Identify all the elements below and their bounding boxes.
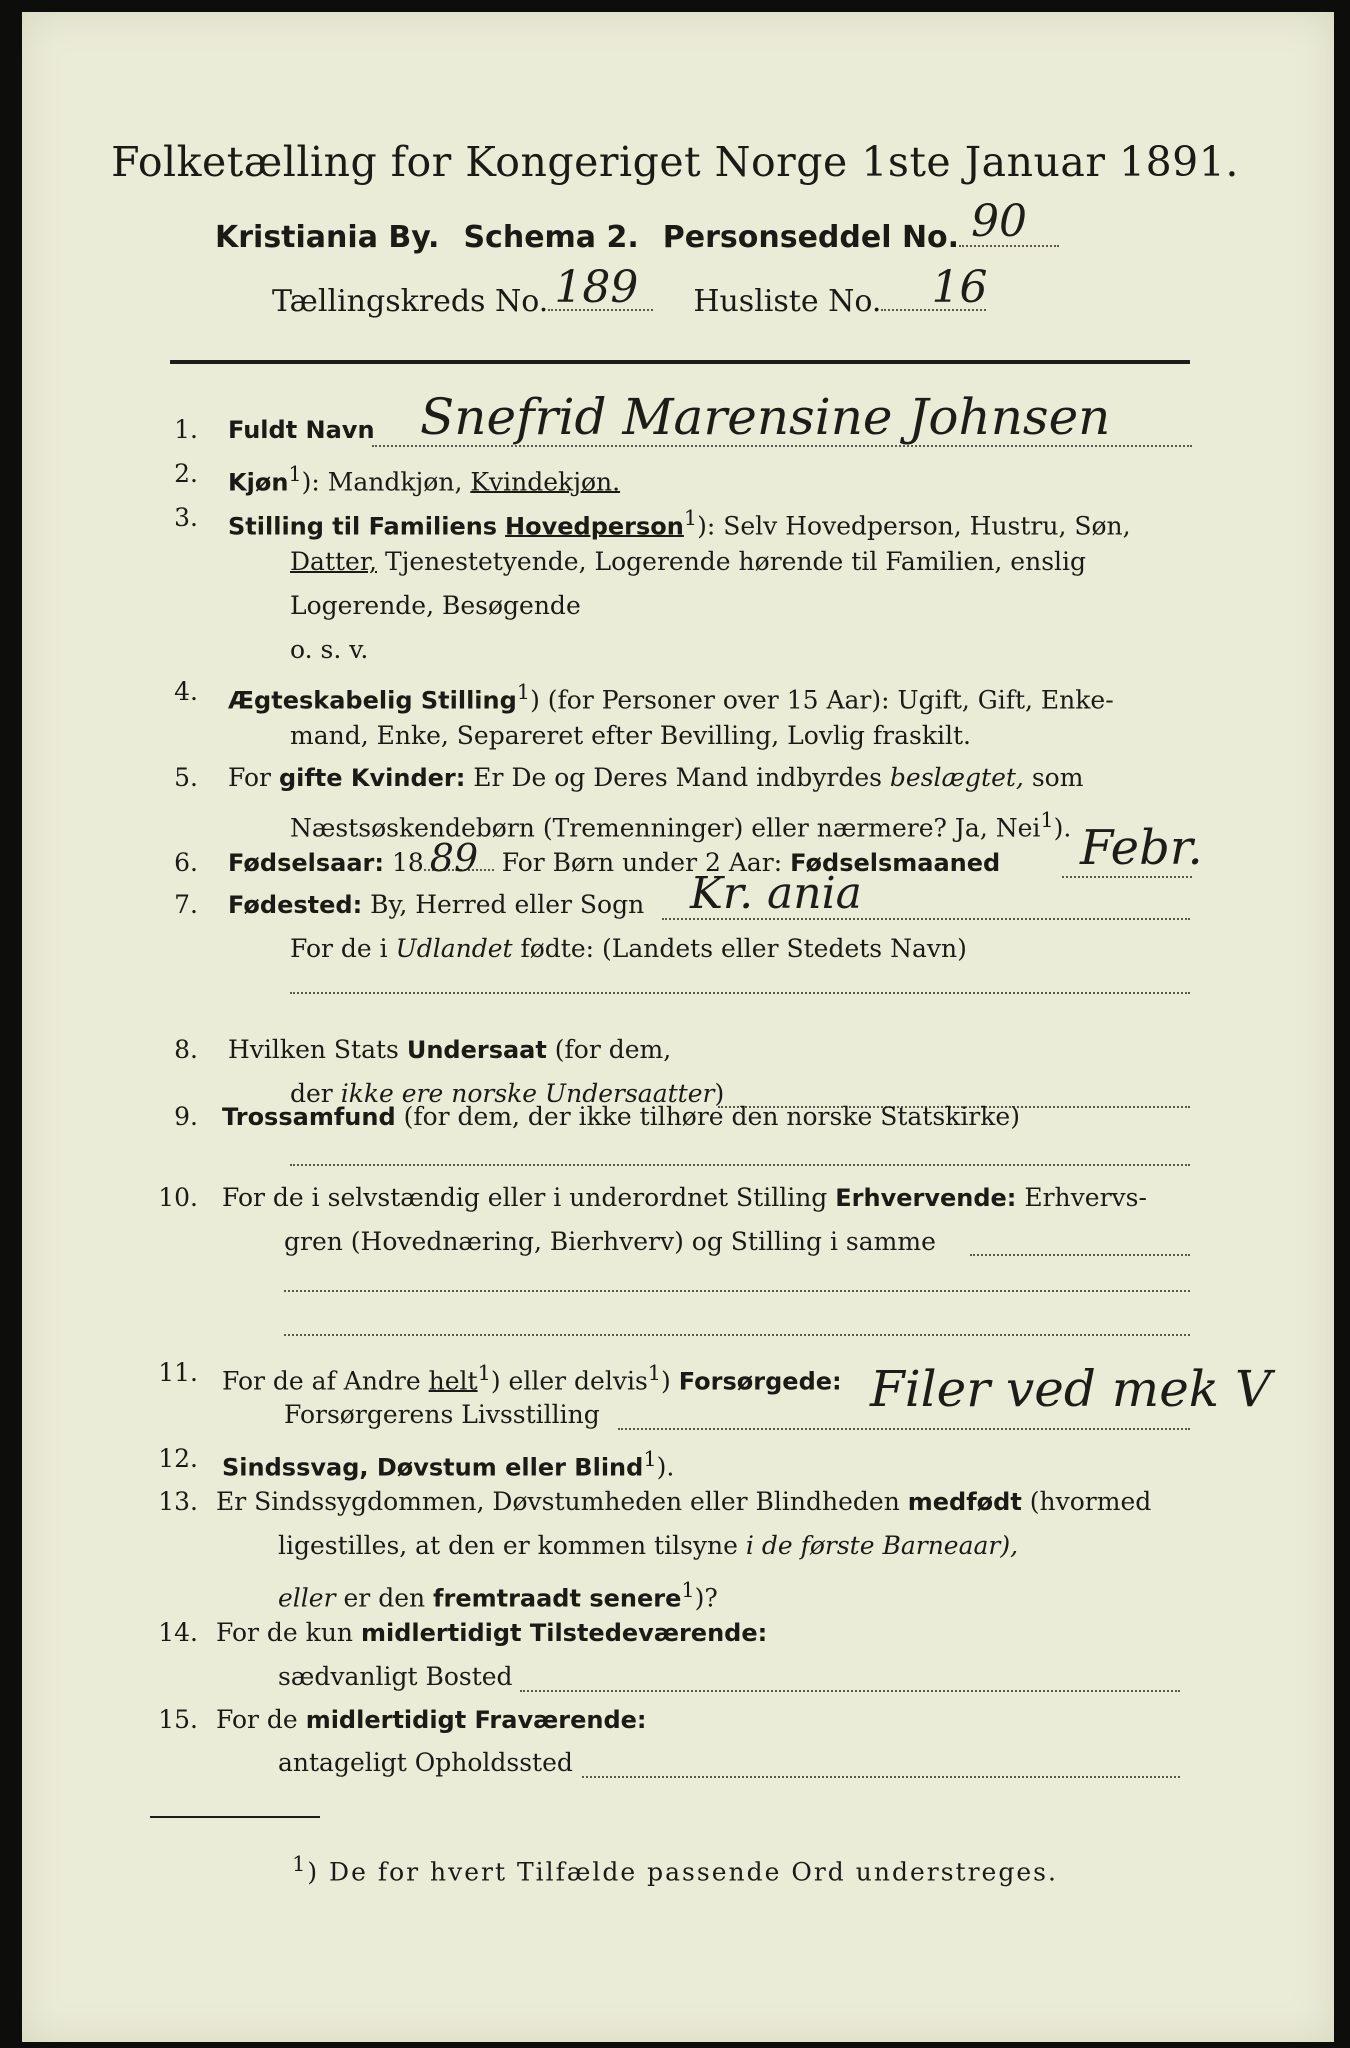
q3-label-hovedperson: Hovedperson [505,512,684,541]
q2-label: Kjøn [228,468,289,497]
q13-line3-pre: er den [343,1583,426,1613]
q14-line2: sædvanligt Bosted [278,1662,513,1691]
q3-label: Stilling til Familiens [228,512,498,541]
q8-line2-pre: der [290,1079,333,1108]
q9-text: (for dem, der ikke tilhøre den norske Statskirke) [403,1102,1020,1131]
q11-answer: Filer ved mek V [870,1360,1272,1418]
q15-pre: For de [216,1705,298,1734]
q5-line2-text: Næstsøskendebørn (Tremenninger) eller nærmere? Ja, Nei [290,813,1041,843]
q6-label: Fødselsaar: [228,849,384,877]
q6-month-label: Fødselsmaaned [790,849,1001,877]
q11-mid: ) eller delvis [490,1366,648,1396]
q9-answer-line[interactable] [290,1164,1190,1166]
q5-italic: beslægtet, [889,763,1024,792]
q5-line2: Næstsøskendebørn (Tremenninger) eller nærmere? Ja, Nei$^1$). [290,808,1072,843]
q13-line3-label: fremtraadt senere [433,1584,682,1613]
footnote-text: ) De for hvert Tilfælde passende Ord understreges. [307,1857,1058,1887]
q14-answer-line[interactable] [520,1690,1180,1692]
q6-month-answer: Febr. [1080,820,1203,876]
q2-number: 2. [174,459,198,488]
q7-line2-pre: For de i [290,934,388,963]
q7-answer: Kr. ania [690,868,862,919]
q10-answer-line-1[interactable] [970,1254,1190,1256]
personseddel-label: Personseddel No. [662,220,960,255]
q3-line2 [290,547,1086,577]
q14-label: midlertidigt Tilstedeværende: [360,1619,768,1647]
q13-line2 [278,1531,1018,1561]
q1-answer-name: Snefrid Marensine Johnsen [420,388,1111,446]
q13-line3: eller er den fremtraadt senere$^1$)? [278,1578,718,1613]
q10-label: Erhvervende: [835,1184,1017,1212]
q6-year-field[interactable] [424,836,494,880]
q8-pre: Hvilken Stats [228,1035,399,1064]
q4-text: ) (for Personer over 15 Aar): Ugift, Gift, Enke- [530,685,1114,715]
q6-month-line[interactable] [1062,876,1192,878]
q3-line2-text: Tjenestetyende, Logerende hørende til Familien, enslig [384,547,1087,576]
q5-post: som [1031,763,1084,792]
q5-number: 5. [174,763,198,792]
q4-line2: mand, Enke, Separeret efter Bevilling, Lovlig fraskilt. [290,721,971,750]
q13-number: 13. [158,1487,198,1516]
q15-label: midlertidigt Fraværende: [305,1706,647,1734]
q14-number: 14. [158,1618,198,1647]
q12-number: 12. [158,1444,198,1473]
q3-line3: Logerende, Besøgende [290,591,581,620]
q11-number: 11. [158,1358,198,1387]
q7-line2-italic: Udlandet [395,934,513,963]
personseddel-number: 90 [971,196,1028,247]
q10-answer-line-2[interactable] [284,1290,1190,1292]
q8-line2: der ikke ere norske Undersaatter) [290,1079,725,1108]
q4-number: 4. [174,677,198,706]
q11-line2: Forsørgerens Livsstilling [284,1400,600,1429]
husliste-field[interactable] [881,262,988,313]
q7-text: By, Herred eller Sogn [370,890,645,919]
q13-pre: Er Sindssygdommen, Døvstumheden eller Blindheden [216,1487,900,1516]
q10-line2: gren (Hovednæring, Bierhverv) og Stilling i samme [284,1227,936,1256]
q6-year-prefix: 18 [391,848,424,877]
q15-answer-line[interactable] [582,1776,1180,1778]
kreds-number: 189 [554,262,639,313]
q11-pre: For de af Andre [222,1366,421,1396]
city-label: Kristiania By. [215,220,440,255]
q2-text: ): Mandkjøn, [301,467,471,497]
q12-label: Sindssvag, Døvstum eller Blind [222,1453,644,1482]
q10-answer-line-3[interactable] [284,1334,1190,1336]
q3-text: ): Selv Hovedperson, Hustru, Søn, [697,511,1131,541]
form-title: Folketælling for Kongeriget Norge 1ste Januar 1891. [111,138,1239,186]
q5-text: Er De og Deres Mand indbyrdes [473,763,882,792]
q6-year-answer: 89 [429,836,479,880]
q15-line2: antageligt Opholdssted [278,1748,573,1777]
q1-number: 1. [174,415,198,444]
q13-line2-italic: i de første Barneaar), [745,1531,1019,1560]
footnote-mark: 1 [292,1852,308,1876]
husliste-label: Husliste No. [693,284,882,319]
personseddel-field[interactable] [959,196,1059,247]
q11-answer-line[interactable] [618,1428,1190,1430]
q6-mid: For Børn under 2 Aar: [501,848,783,877]
header-rule [170,360,1190,364]
kreds-field[interactable] [548,262,653,313]
q7-foreign-line[interactable] [290,992,1190,994]
q8-number: 8. [174,1035,198,1064]
q14-pre: For de kun [216,1618,354,1647]
q7-line2 [290,934,967,964]
q11-label: Forsørgede: [678,1367,842,1396]
q13-line3-italic: eller [278,1583,336,1613]
q8-label: Undersaat [406,1036,547,1064]
q8-post: (for dem, [554,1035,672,1064]
footnote-rule [150,1816,320,1818]
q8-line2-italic: ikke ere norske Undersaatter [340,1079,715,1108]
kreds-label: Tællingskreds No. [272,284,549,319]
q15-number: 15. [158,1705,198,1734]
form-subtitle [215,196,1059,255]
q9-number: 9. [174,1102,198,1131]
q1-label: Fuldt Navn [228,416,375,444]
q13-post: (hvormed [1029,1487,1152,1516]
q9-label: Trossamfund [222,1103,396,1131]
q13-line2-pre: ligestilles, at den er kommen tilsyne [278,1531,738,1560]
q6-number: 6. [174,848,198,877]
schema-label: Schema 2. [463,220,639,255]
q7-number: 7. [174,890,198,919]
q5-label: gifte Kvinder: [278,764,466,792]
q3-number: 3. [174,503,198,532]
q2-selected-option: Kvindekjøn. [470,467,621,497]
q13-label: medfødt [907,1488,1022,1516]
q3-line4: o. s. v. [290,635,369,664]
q10-number: 10. [158,1183,198,1212]
q7-label: Fødested: [228,891,363,919]
kreds-line [272,262,988,319]
footnote [0,1852,1350,1886]
q7-line2-post: fødte: (Landets eller Stedets Navn) [520,934,967,963]
q3-selected-option: Datter, [290,547,377,576]
q5-pre: For [228,763,271,792]
q4-label: Ægteskabelig Stilling [228,686,517,715]
q11-selected-option: helt [428,1366,478,1396]
q10-post: Erhvervs- [1024,1183,1147,1212]
q2-footnote-mark: 1 [288,462,302,486]
husliste-number: 16 [931,262,988,313]
q10-pre: For de i selvstændig eller i underordnet Stilling [222,1183,828,1212]
